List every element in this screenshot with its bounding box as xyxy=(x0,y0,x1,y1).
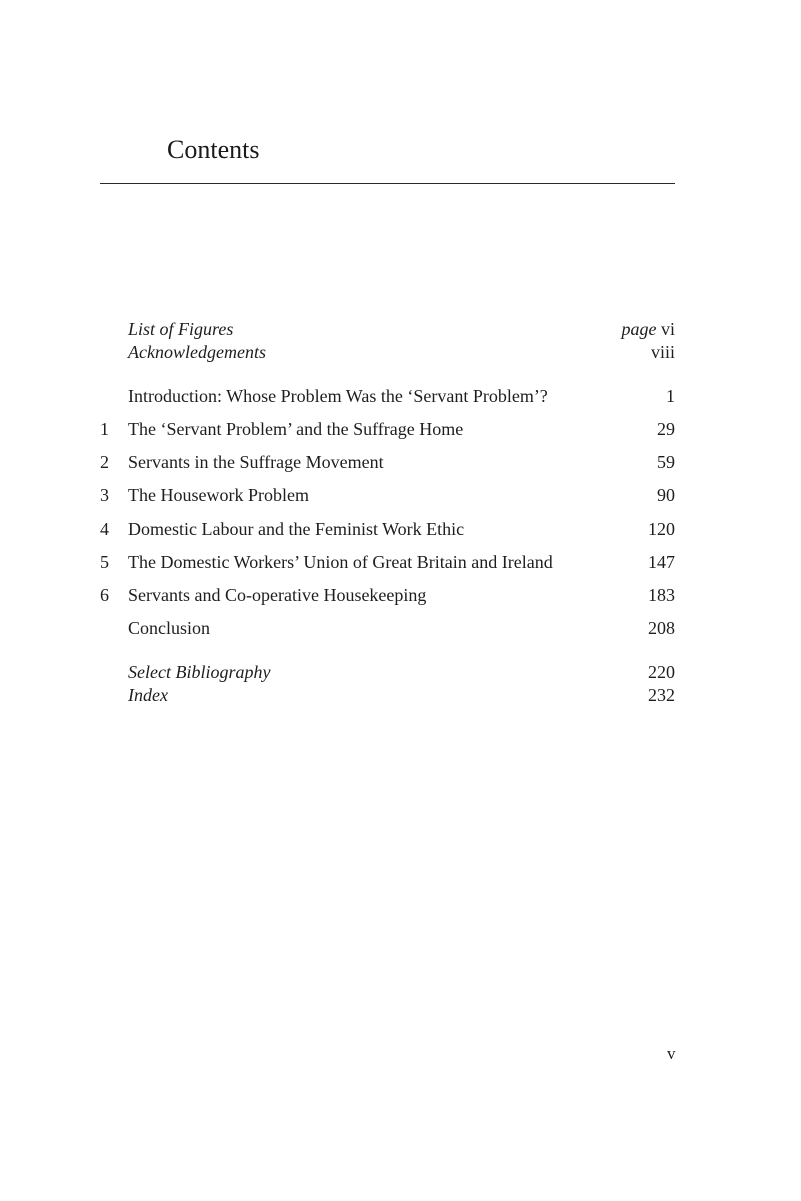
toc-entry-label: Servants and Co-operative Housekeeping xyxy=(128,585,427,605)
toc-entry-page xyxy=(621,317,675,341)
page-title: Contents xyxy=(167,135,260,164)
title-rule xyxy=(100,183,675,184)
toc-entry-label: Servants in the Suffrage Movement xyxy=(128,452,384,472)
chapter-number: 2 xyxy=(100,452,109,472)
toc-entry-index xyxy=(100,683,675,707)
toc-entry-page: 147 xyxy=(648,552,675,572)
toc-entry-page: 208 xyxy=(648,618,675,638)
toc-entry-page: 59 xyxy=(657,452,675,472)
toc-entry-page: 183 xyxy=(648,585,675,605)
toc-entry-acknowledgements xyxy=(100,340,675,364)
toc-entry-label: The ‘Servant Problem’ and the Suffrage Home xyxy=(128,419,464,439)
page-folio: v xyxy=(667,1044,676,1063)
toc-entry-label: List of Figures xyxy=(128,319,234,339)
toc-entry-introduction xyxy=(100,384,675,408)
page-prefix: page xyxy=(621,319,657,339)
toc-entry-chapter xyxy=(100,483,675,507)
toc-entry-chapter xyxy=(100,550,675,574)
chapter-number: 3 xyxy=(100,485,109,505)
chapter-number: 1 xyxy=(100,419,109,439)
toc-entry-label: Introduction: Whose Problem Was the ‘Servant Problem’? xyxy=(128,386,548,406)
toc-entry-bibliography xyxy=(100,660,675,684)
toc-entry-chapter xyxy=(100,417,675,441)
toc-entry-label: Conclusion xyxy=(128,618,211,638)
toc-entry-page: 1 xyxy=(666,386,675,406)
toc-entry-page: 232 xyxy=(648,685,675,705)
page-number: vi xyxy=(660,319,675,339)
toc-entry-label: Domestic Labour and the Feminist Work Ethic xyxy=(128,519,465,539)
toc-entry-chapter xyxy=(100,450,675,474)
toc-entry-label: Index xyxy=(128,685,168,705)
toc-entry-list-of-figures xyxy=(100,317,675,341)
chapter-number: 5 xyxy=(100,552,109,572)
toc-entry-label: The Housework Problem xyxy=(128,485,309,505)
toc-entry-chapter xyxy=(100,517,675,541)
chapter-number: 4 xyxy=(100,519,109,539)
toc-entry-page: 220 xyxy=(648,662,675,682)
toc-entry-page: 120 xyxy=(648,519,675,539)
toc-entry-label: The Domestic Workers’ Union of Great Britain and Ireland xyxy=(128,552,553,572)
toc-entry-page: viii xyxy=(650,342,675,362)
toc-entry-label: Acknowledgements xyxy=(128,342,266,362)
chapter-number: 6 xyxy=(100,585,109,605)
toc-entry-page: 29 xyxy=(657,419,675,439)
toc-entry-chapter xyxy=(100,583,675,607)
toc-entry-conclusion xyxy=(100,616,675,640)
toc-entry-page: 90 xyxy=(657,485,675,505)
toc-entry-label: Select Bibliography xyxy=(128,662,271,682)
